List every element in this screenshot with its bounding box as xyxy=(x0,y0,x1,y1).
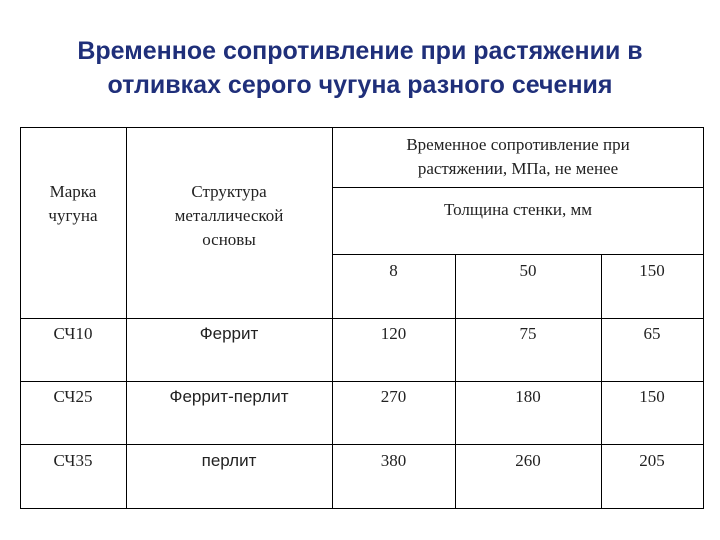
header-thickness-50: 50 xyxy=(519,261,537,280)
header-grade: Марка чугуна xyxy=(48,182,98,225)
row3-value-8: 380 xyxy=(380,451,407,470)
header-thickness-150: 150 xyxy=(639,261,665,280)
row3-value-50: 260 xyxy=(515,451,541,470)
title-line-2: отливках серого чугуна разного сечения xyxy=(107,71,613,99)
row1-structure: Феррит xyxy=(199,324,259,343)
header-thickness: Толщина стенки, мм xyxy=(444,200,592,219)
table-line-strength xyxy=(332,187,704,188)
row3-value-150: 205 xyxy=(639,451,665,470)
slide-title xyxy=(0,34,720,102)
table-line-thickness xyxy=(332,254,704,255)
row1-grade: СЧ10 xyxy=(53,324,93,343)
row3-grade: СЧ35 xyxy=(53,451,93,470)
row2-grade: СЧ25 xyxy=(53,387,93,406)
title-line-1: Временное сопротивление при растяжении в xyxy=(77,37,643,65)
row2-value-150: 150 xyxy=(639,387,665,406)
row2-structure: Феррит-перлит xyxy=(169,387,289,406)
strength-table xyxy=(20,127,704,509)
row2-value-50: 180 xyxy=(515,387,541,406)
row1-value-8: 120 xyxy=(380,324,407,343)
table-border-top xyxy=(20,127,704,128)
header-structure: Структура металлической основы xyxy=(174,182,284,249)
row1-value-50: 75 xyxy=(519,324,537,343)
row3-structure: перлит xyxy=(201,451,257,470)
table-border-right xyxy=(703,127,704,509)
header-thickness-8: 8 xyxy=(389,261,398,280)
row2-value-8: 270 xyxy=(380,387,407,406)
header-strength: Временное сопротивление при растяжении, МПа, не менее xyxy=(406,135,630,178)
row1-value-150: 65 xyxy=(643,324,661,343)
